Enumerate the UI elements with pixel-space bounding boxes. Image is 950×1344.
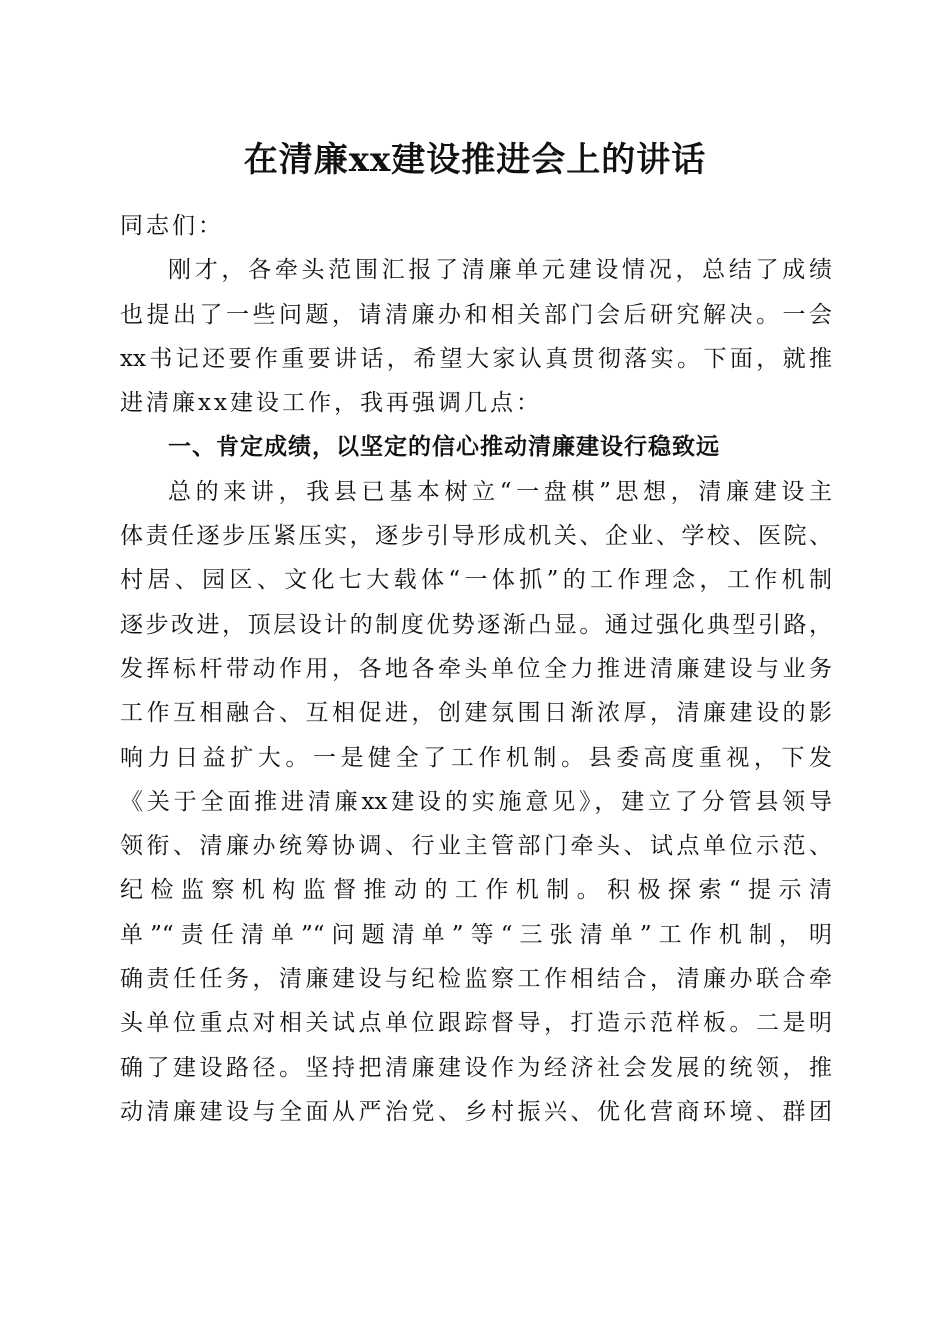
paragraph-line: 确了建设路径。坚持把清廉建设作为经济社会发展的统领，推 xyxy=(120,1054,832,1081)
paragraph-line: 进清廉xx建设工作，我再强调几点： xyxy=(120,390,542,417)
paragraph-line: 《关于全面推进清廉xx建设的实施意见》，建立了分管县领导 xyxy=(120,788,832,815)
paragraph-line: 体责任逐步压紧压实，逐步引导形成机关、企业、学校、医院、 xyxy=(120,523,832,550)
paragraph-line: 逐步改进，顶层设计的制度优势逐渐凸显。通过强化典型引路， xyxy=(120,611,832,638)
paragraph-line: 头单位重点对相关试点单位跟踪督导，打造示范样板。二是明 xyxy=(120,1010,832,1037)
paragraph-line: 发挥标杆带动作用，各地各牵头单位全力推进清廉建设与业务 xyxy=(120,655,832,682)
paragraph-line: 纪检监察机构监督推动的工作机制。积极探索“提示清 xyxy=(120,877,832,904)
salutation-line: 同志们： xyxy=(120,213,224,239)
paragraph-line: 领衔、清廉办统筹协调、行业主管部门牵头、试点单位示范、 xyxy=(120,833,832,860)
paragraph-line: 工作互相融合、互相促进，创建氛围日渐浓厚，清廉建设的影 xyxy=(120,700,832,727)
paragraph-line: 总的来讲，我县已基本树立“一盘棋”思想，清廉建设主 xyxy=(168,478,832,505)
document-title: 在清廉xx建设推进会上的讲话 xyxy=(243,140,707,180)
paragraph-line: 也提出了一些问题，请清廉办和相关部门会后研究解决。一会 xyxy=(120,301,832,328)
paragraph-line: 确责任任务，清廉建设与纪检监察工作相结合，清廉办联合牵 xyxy=(120,966,832,993)
paragraph-line: xx书记还要作重要讲话，希望大家认真贯彻落实。下面，就推 xyxy=(120,345,832,372)
paragraph-line: 单”“责任清单”“问题清单”等“三张清单”工作机制，明 xyxy=(120,921,832,948)
paragraph-line: 动清廉建设与全面从严治党、乡村振兴、优化营商环境、群团 xyxy=(120,1098,832,1125)
document-body xyxy=(120,204,832,1134)
paragraph-line: 刚才，各牵头范围汇报了清廉单元建设情况，总结了成绩 xyxy=(168,257,832,284)
paragraph-line: 响力日益扩大。一是健全了工作机制。县委高度重视，下发 xyxy=(120,744,832,771)
section-heading: 一、肯定成绩，以坚定的信心推动清廉建设行稳致远 xyxy=(168,434,720,461)
paragraph-line: 村居、园区、文化七大载体“一体抓”的工作理念，工作机制 xyxy=(120,567,832,594)
